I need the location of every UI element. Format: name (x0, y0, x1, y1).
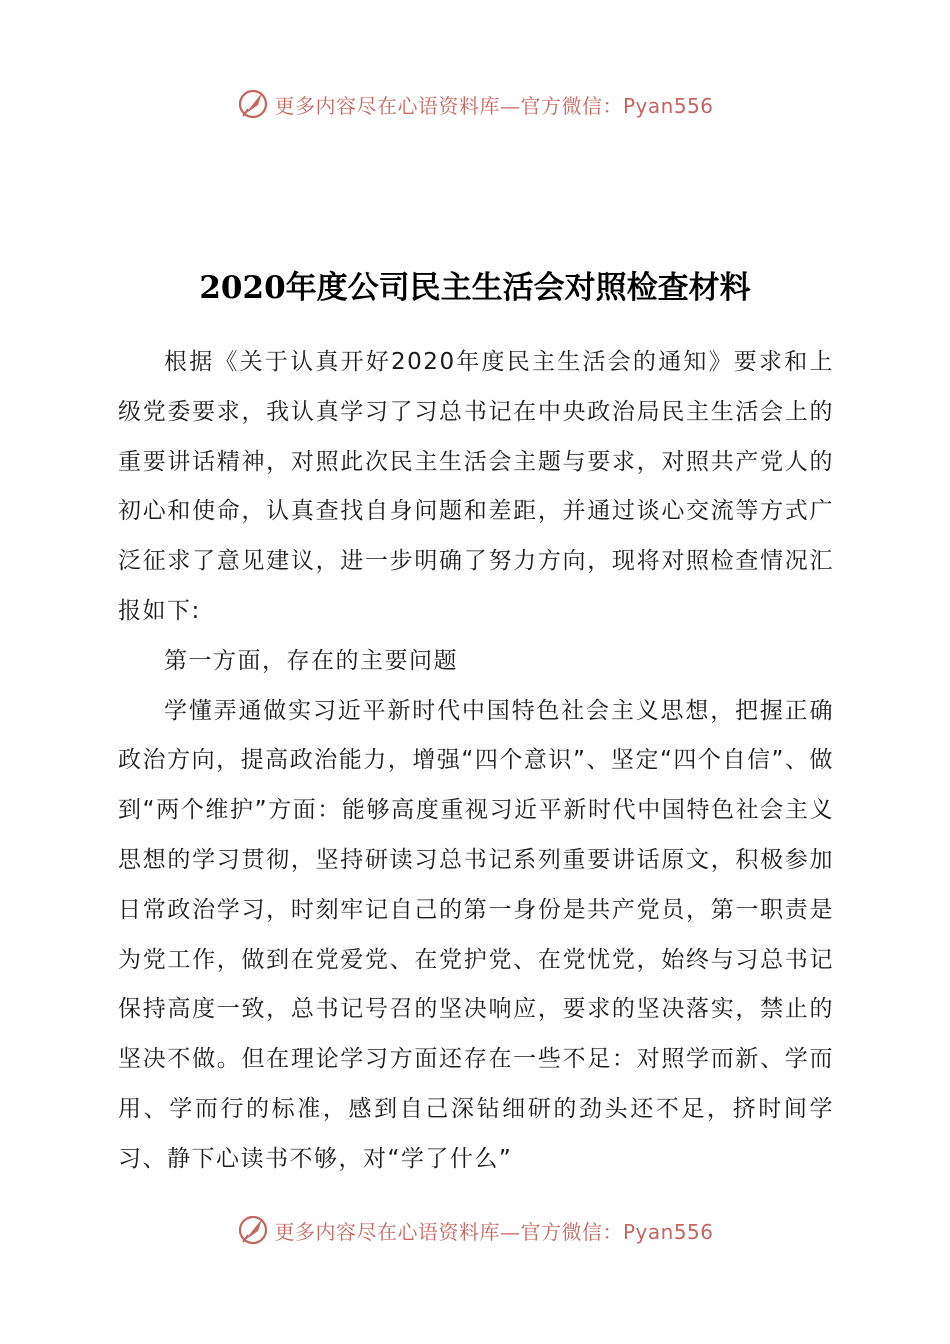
watermark-banner-bottom (0, 1210, 950, 1250)
document-title: 2020年度公司民主生活会对照检查材料 (199, 270, 751, 306)
paragraph-section-heading: 第一方面，存在的主要问题 (164, 647, 458, 674)
quill-logo-icon (236, 1213, 270, 1247)
watermark-wechat: Pyan556 (622, 93, 714, 118)
watermark-banner-top (0, 84, 950, 124)
watermark-text: 更多内容尽在心语资料库—官方微信：Pyan556 (274, 1219, 714, 1244)
document-body (118, 338, 834, 1185)
quill-logo-icon (236, 87, 270, 121)
watermark-text: 更多内容尽在心语资料库—官方微信：Pyan556 (274, 93, 714, 118)
watermark-wechat: Pyan556 (622, 1219, 714, 1244)
paragraph-problems: 学懂弄通做实习近平新时代中国特色社会主义思想，把握正确政治方向，提高政治能力，增强“四个意识”、坚定“四个自信”、做到“两个维护”方面：能够高度重视习近平新时代中国特色社会主义思想的学习贯彻，坚持研读习总书记系列重要讲话原文，积极参加日常政治学习，时刻牢记自己的第一身份是共产党员，第一职责是为党工作，做到在党爱党、在党护党、在党忧党，始终与习总书记保持高度一致，总书记号召的坚决响应，要求的坚决落实，禁止的坚决不做。但在理论学习方面还存在一些不足：对照学而新、学而用、学而行的标准，感到自己深钻细研的劲头还不足，挤时间学习、静下心读书不够，对“学了什么” (118, 697, 834, 1172)
paragraph-intro: 根据《关于认真开好2020年度民主生活会的通知》要求和上级党委要求，我认真学习了习总书记在中央政治局民主生活会上的重要讲话精神，对照此次民主生活会主题与要求，对照共产党人的初心和使命，认真查找自身问题和差距，并通过谈心交流等方式广泛征求了意见建议，进一步明确了努力方向，现将对照检查情况汇报如下: (118, 349, 834, 624)
